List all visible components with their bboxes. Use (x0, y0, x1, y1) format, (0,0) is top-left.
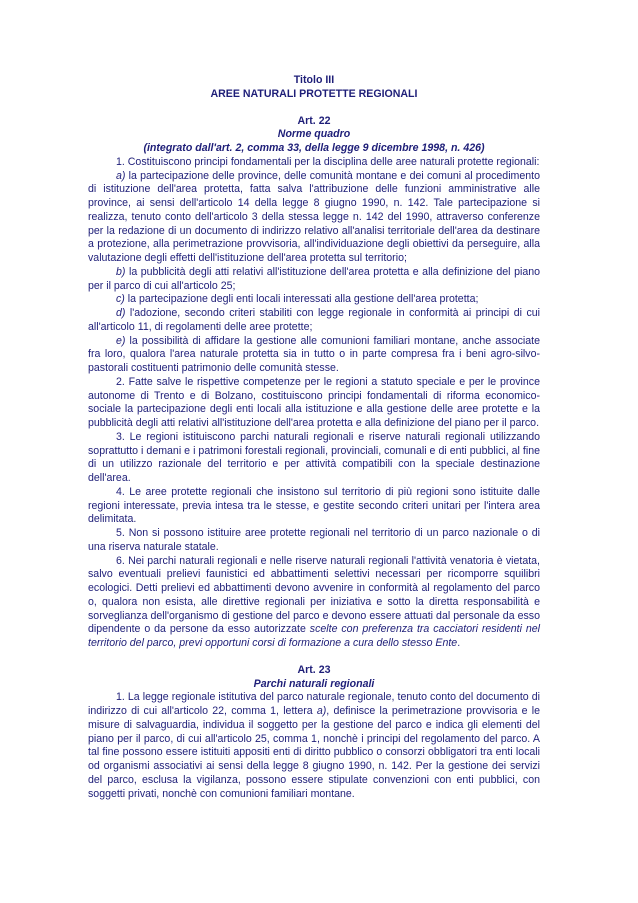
art22-paragraph-3: 3. Le regioni istituiscono parchi naturali regionali e riserve naturali regionali utilizzando soprattutto i demani e i patrimoni forestali regionali, provinciali, comunali e di enti pubblici, al fine di un utilizzo razionale del territorio e per attività compatibili con la speciale destinazione dell'area. (88, 430, 540, 484)
spacer (88, 651, 540, 664)
p6-italic: scelte con preferenza tra cacciatori residenti nel territorio del parco, previ opportuni corsi di formazione a cura dello stesso Ente (88, 623, 540, 649)
item-letter-c: c) (116, 293, 125, 306)
document-page (88, 74, 540, 801)
p6-end: . (457, 637, 461, 649)
p6-text: 6. Nei parchi naturali regionali e nelle riserve naturali regionali l'attività venatoria è vietata, salvo eventuali prelievi faunistici ed abbattimenti selettivi necessari per ricomporre squilibri ecologici. Detti prelievi ed abbattimenti devono avvenire in conformità al regolamento del parco o, qualora non esista, alle direttive regionali per iniziativa e sotto la diretta responsabilità e sorveglianza dell'organismo di gestione del parco e devono essere attuati dal personale da esso dipendente o da persone da esso autorizzate (88, 554, 540, 636)
art23-p1-end: , definisce la perimetrazione provvisoria e le misure di salvaguardia, individua il soggetto per la gestione del parco e indica gli elementi del piano per il parco, di cui all'articolo 25, comma 1, nonchè i principi del regolamento del parco. A tal fine possono essere istituiti appositi enti di diritto pubblico o consorzi obbligatori tra enti locali od organismi associativi ai sensi della legge 8 giugno 1990, n. 142. Per la gestione dei servizi del parco, esclusa la vigilanza, possono essere stipulate convenzioni con enti pubblici, con soggetti privati, nonchè con comunioni familiari montane. (88, 705, 540, 800)
item-text-d: l'adozione, secondo criteri stabiliti con legge regionale in conformità ai principi di cui all'articolo 11, di regolamenti delle aree protette; (88, 307, 540, 333)
art22-paragraph-5: 5. Non si possono istituire aree protette regionali nel territorio di un parco nazionale o di una riserva naturale statale. (88, 527, 540, 553)
item-text-b: la pubblicità degli atti relativi all'istituzione dell'area protetta e alla definizione del piano per il parco di cui all'articolo 25; (88, 265, 540, 292)
art23-paragraph-1 (88, 691, 540, 801)
art23-number: Art. 23 (297, 663, 331, 676)
art22-item-a (88, 170, 540, 266)
item-letter-e: e) (116, 334, 126, 347)
art22-note: (integrato dall'art. 2, comma 33, della legge 9 dicembre 1998, n. 426) (143, 142, 485, 154)
item-letter-b: b) (116, 265, 126, 278)
art23-heading: Parchi naturali regionali (253, 677, 375, 690)
art22-paragraph-4: 4. Le aree protette regionali che insistono sul territorio di più regioni sono istituite dalle regioni interessate, previa intesa tra le stesse, e gestite secondo criteri unitari per l'intera area delimitata. (88, 485, 540, 526)
art22-number: Art. 22 (297, 114, 331, 127)
item-text-e: la possibilità di affidare la gestione alle comunioni familiari montane, anche associate fra loro, qualora l'area naturale protetta sia in tutto o in parte compresa fra i beni agro-silvo-pastorali costituenti patrimonio delle comunità stesse. (88, 334, 540, 374)
art22-item-b (88, 266, 540, 294)
art23-p1-ref: a) (316, 705, 327, 717)
art22-paragraph-6 (88, 555, 540, 651)
spacer (88, 102, 540, 115)
title-heading: AREE NATURALI PROTETTE REGIONALI (210, 87, 418, 100)
art22-item-c (88, 293, 540, 307)
art23-p1-start: 1. La legge regionale istitutiva del parco naturale regionale, tenuto conto del documento di indirizzo di cui all'articolo 22, comma 1, lettera (88, 691, 540, 717)
art22-item-e (88, 335, 540, 376)
title-number: Titolo III (293, 74, 335, 86)
art22-paragraph-1: 1. Costituiscono principi fondamentali per la disciplina delle aree naturali protette regionali: (116, 155, 540, 168)
item-text-a: la partecipazione delle province, delle comunità montane e dei comuni al procedimento di istituzione dell'area protetta, fatta salva l'attribuzione delle funzioni amministrative alle province, ai sensi dell'articolo 14 della legge 8 giugno 1990, n. 142. Tale partecipazione si realizza, tenuto conto dell'articolo 3 della stessa legge n. 142 del 1990, attraverso conferenze per la redazione di un documento di indirizzo relativo all'analisi territoriale dell'area da destinare a protezione, alla perimetrazione provvisoria, all'individuazione degli obiettivi da perseguire, alla valutazione degli effetti dell'istituzione dell'area protetta sul territorio; (88, 169, 540, 264)
item-letter-d: d) (116, 307, 126, 319)
art22-heading: Norme quadro (277, 128, 351, 141)
item-text-c: la partecipazione degli enti locali interessati alla gestione dell'area protetta; (124, 293, 479, 306)
art22-item-d (88, 307, 540, 335)
art22-paragraph-2: 2. Fatte salve le rispettive competenze per le regioni a statuto speciale e per le province autonome di Trento e di Bolzano, costituiscono principi fondamentali di riforma economico-sociale la partecipazione degli enti locali alla istituzione e alla gestione delle aree protette e la pubblicità degli atti relativi all'istituzione dell'area protetta e alla definizione del piano per il parco. (88, 375, 540, 429)
item-letter-a: a) (116, 169, 126, 182)
